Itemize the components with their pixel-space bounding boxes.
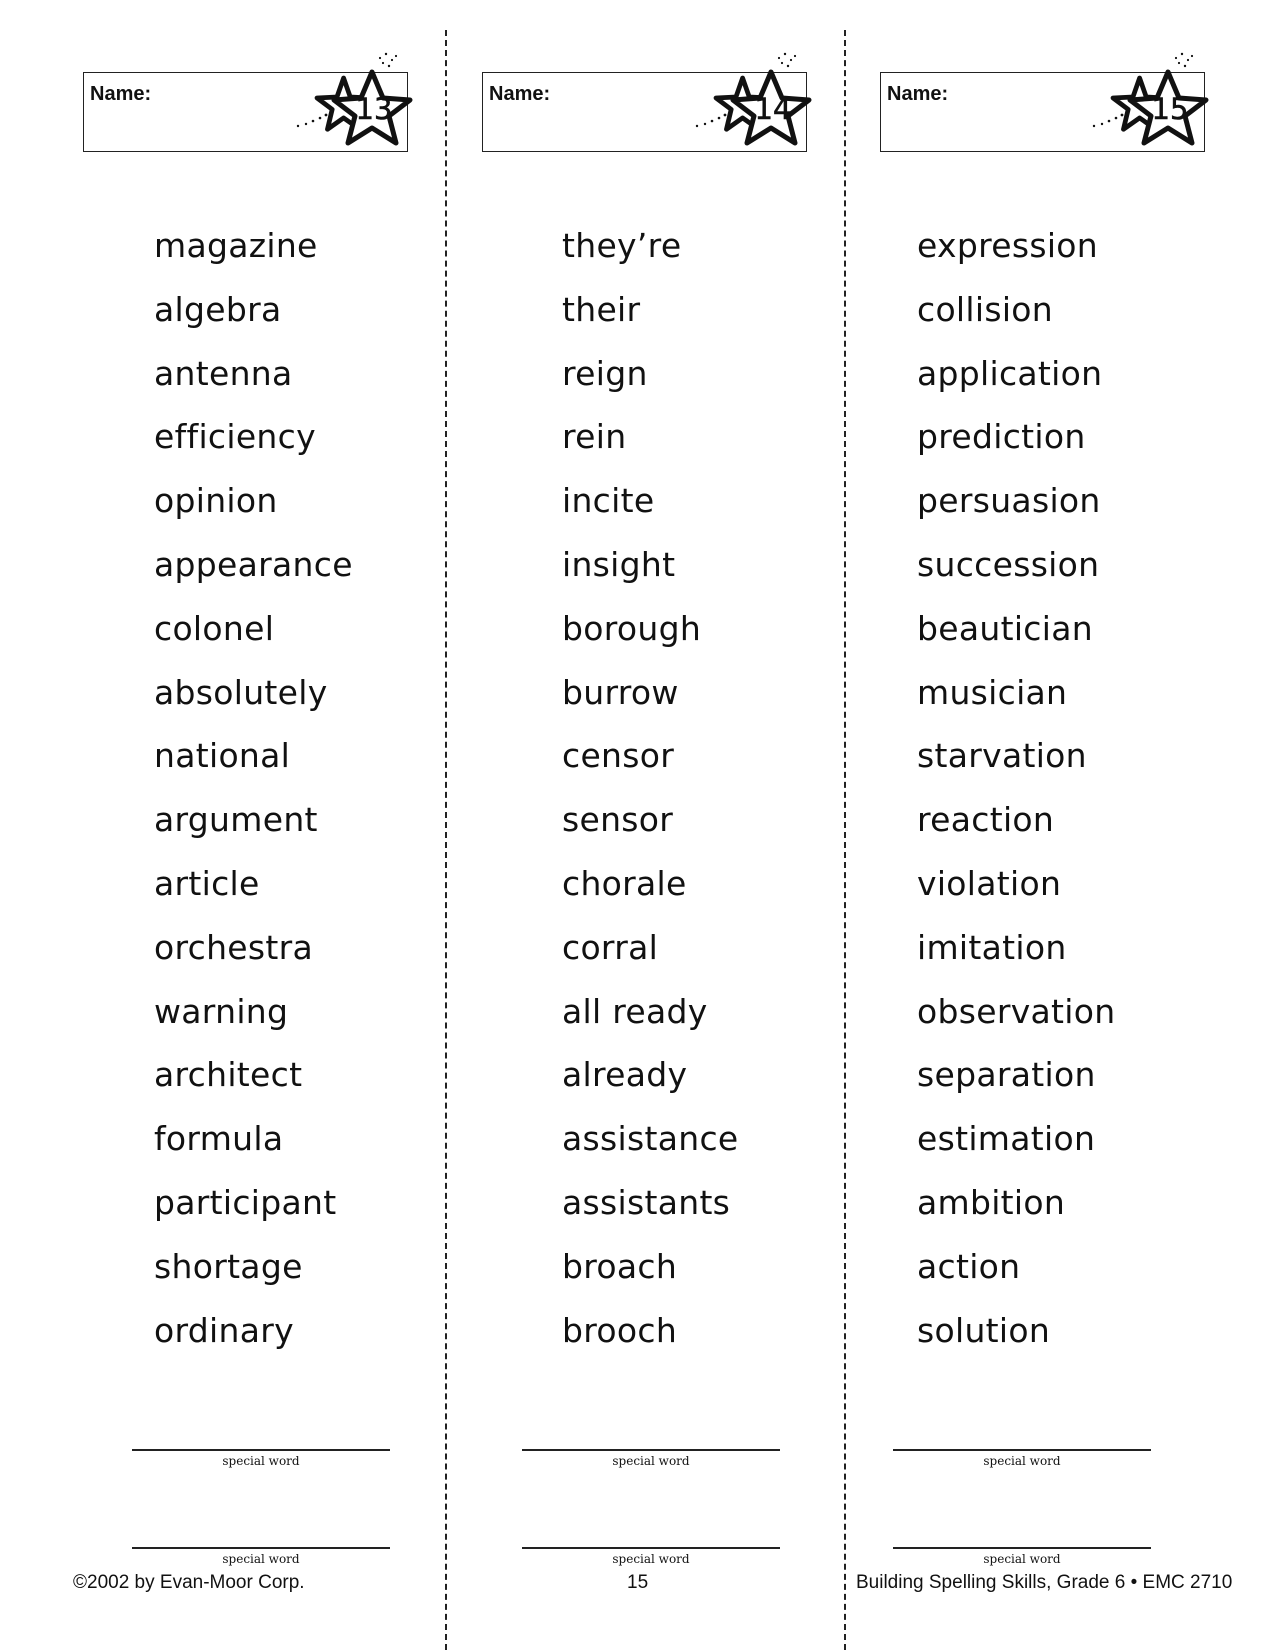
list-item: they’re xyxy=(562,226,682,265)
special-word-label: special word xyxy=(612,1454,690,1468)
list-item: participant xyxy=(154,1182,337,1222)
list-item: algebra xyxy=(154,289,282,329)
list-item: solution xyxy=(917,1310,1051,1350)
special-word-line[interactable] xyxy=(522,1547,780,1566)
list-item: musician xyxy=(917,672,1068,712)
list-item: warning xyxy=(154,991,289,1031)
list-item: corral xyxy=(562,927,659,967)
list-item: already xyxy=(562,1055,688,1095)
list-item: their xyxy=(562,289,641,329)
list-item: chorale xyxy=(562,863,687,903)
list-item: collision xyxy=(917,289,1054,329)
list-item: brooch xyxy=(562,1310,678,1350)
list-item: beautician xyxy=(917,608,1093,648)
list-item: ordinary xyxy=(154,1310,294,1350)
list-item: burrow xyxy=(562,672,679,712)
special-word-label: special word xyxy=(222,1454,300,1468)
list-item: reign xyxy=(562,353,648,393)
list-item: efficiency xyxy=(154,417,316,457)
special-word-line[interactable] xyxy=(893,1547,1151,1566)
name-label: Name: xyxy=(90,83,152,105)
list-item: architect xyxy=(154,1055,303,1095)
copyright-text: ©2002 by Evan-Moor Corp. xyxy=(73,1572,305,1593)
list-item: rein xyxy=(562,417,627,457)
list-item: observation xyxy=(917,991,1116,1031)
list-item: broach xyxy=(562,1246,678,1286)
list-item: incite xyxy=(562,481,655,521)
list-item: separation xyxy=(917,1055,1096,1095)
word-list xyxy=(562,224,739,1372)
list-item: article xyxy=(154,863,260,903)
list-item: estimation xyxy=(917,1119,1096,1159)
special-word-line[interactable] xyxy=(893,1449,1151,1468)
list-item: magazine xyxy=(154,226,318,265)
list-item: absolutely xyxy=(154,672,328,712)
special-word-label: special word xyxy=(612,1552,690,1566)
list-item: persuasion xyxy=(917,481,1101,521)
svg-text:13: 13 xyxy=(355,92,393,126)
star-icon xyxy=(1064,48,1224,163)
list-item: shortage xyxy=(154,1246,303,1286)
list-item: colonel xyxy=(154,608,275,648)
list-item: violation xyxy=(917,863,1062,903)
star-icon xyxy=(667,48,827,163)
cut-line-right xyxy=(844,30,846,1650)
special-word-line[interactable] xyxy=(522,1449,780,1468)
svg-text:14: 14 xyxy=(754,92,792,126)
name-label: Name: xyxy=(887,83,949,105)
list-item: national xyxy=(154,736,291,776)
list-item: ambition xyxy=(917,1182,1066,1222)
list-item: all ready xyxy=(562,991,708,1031)
list-item: reaction xyxy=(917,800,1055,840)
list-item: insight xyxy=(562,544,676,584)
word-list xyxy=(917,224,1115,1372)
list-item: orchestra xyxy=(154,927,314,967)
list-item: formula xyxy=(154,1119,284,1159)
special-word-label: special word xyxy=(983,1454,1061,1468)
list-item: application xyxy=(917,353,1103,393)
list-item: borough xyxy=(562,608,702,648)
page-number: 15 xyxy=(627,1572,649,1593)
list-item: assistants xyxy=(562,1182,731,1222)
list-item: sensor xyxy=(562,800,674,840)
list-item: censor xyxy=(562,736,675,776)
list-item: prediction xyxy=(917,417,1086,457)
cut-line-left xyxy=(445,30,447,1650)
list-item: argument xyxy=(154,800,318,840)
book-title: Building Spelling Skills, Grade 6 • EMC 2710 xyxy=(856,1572,1233,1593)
list-item: imitation xyxy=(917,927,1067,967)
list-item: starvation xyxy=(917,736,1087,776)
star-badge xyxy=(667,48,827,163)
name-label: Name: xyxy=(489,83,551,105)
list-item: antenna xyxy=(154,353,293,393)
special-word-label: special word xyxy=(222,1552,300,1566)
list-item: action xyxy=(917,1246,1021,1286)
list-item: assistance xyxy=(562,1119,739,1159)
star-badge xyxy=(1064,48,1224,163)
list-item: expression xyxy=(917,226,1099,265)
list-item: succession xyxy=(917,544,1100,584)
svg-text:15: 15 xyxy=(1151,92,1189,126)
special-word-label: special word xyxy=(983,1552,1061,1566)
list-item: appearance xyxy=(154,544,353,584)
list-item: opinion xyxy=(154,481,278,521)
